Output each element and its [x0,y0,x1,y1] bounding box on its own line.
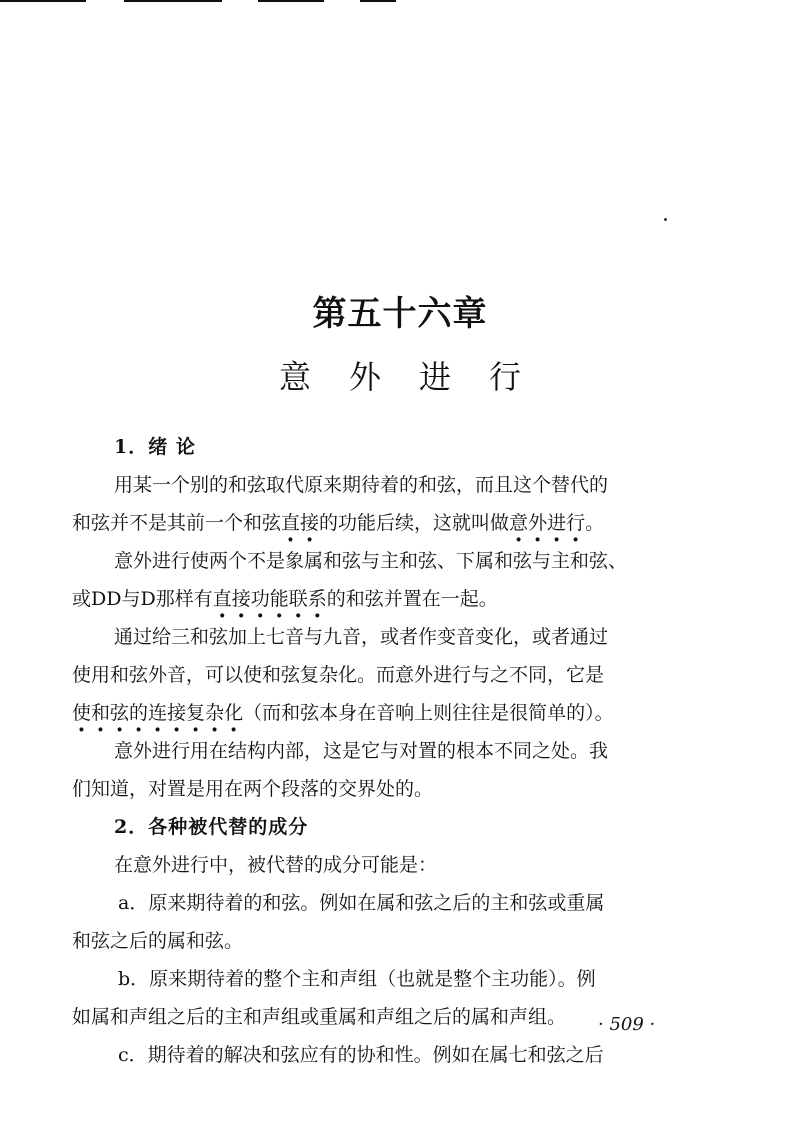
emphasis-character: 行 [566,512,586,534]
item-a-line-2: 和弦之后的属和弦。 [72,930,244,952]
chapter-subtitle: 意外进行 [278,358,559,396]
text-run: 的和弦并置在一起。 [326,588,498,610]
emphasis-character: 功 [250,588,270,610]
emphasis-deceptive-progression [509,512,585,534]
text-run: （而和弦本身在音响上则往往是很简单的）。 [243,702,614,724]
emphasis-character: 联 [288,588,308,610]
paragraph-4-line-2: 们知道，对置是用在两个段落的交界处的。 [72,778,434,800]
section-2-intro: 在意外进行中，被代替的成分可能是： [114,854,438,876]
emphasis-character: 的 [129,702,149,724]
emphasis-character: 接 [300,512,320,534]
text-run: 。 [585,512,605,534]
scan-speck [664,218,667,221]
paragraph-2-line-2 [72,580,682,618]
scan-top-line-4 [360,0,396,2]
scan-top-line-3 [258,0,324,2]
text-run: 的功能后续，这就叫做 [319,512,510,534]
scan-top-line-1 [0,0,86,2]
item-c-line-1: c．期待着的解决和弦应有的协和性。例如在属七和弦之后 [118,1044,604,1066]
text-run: 或DD与D那样有 [72,588,213,610]
text-run: 和弦并不是其前一个和弦 [72,512,282,534]
emphasis-character: 接 [231,588,251,610]
emphasis-character: 复 [186,702,206,724]
emphasis-character: 和 [91,702,111,724]
page-number: · 509 · [598,1014,656,1035]
page-body [72,428,682,1074]
emphasis-character: 杂 [205,702,225,724]
chapter-title: 第五十六章 [312,294,488,334]
emphasis-character: 直 [281,512,301,534]
emphasis-complicate-connection [72,702,243,724]
paragraph-4-line-1: 意外进行用在结构内部，这是它与对置的根本不同之处。我 [114,740,609,762]
emphasis-character: 使 [72,702,92,724]
paragraph-3-line-3 [72,694,682,732]
emphasis-character: 能 [269,588,289,610]
paragraph-1-line-2 [72,504,682,542]
emphasis-character: 连 [148,702,168,724]
emphasis-character: 意 [509,512,529,534]
scan-top-line-2 [124,0,222,2]
paragraph-3-line-2: 使用和弦外音，可以使和弦复杂化。而意外进行与之不同，它是 [72,664,605,686]
section-heading-replaced-elements: 2．各种被代替的成分 [114,816,309,838]
emphasis-character: 直 [212,588,232,610]
paragraph-2-line-1: 意外进行使两个不是象属和弦与主和弦、下属和弦与主和弦、 [114,550,628,572]
emphasis-direct-functional-relation [213,588,327,610]
emphasis-character: 接 [167,702,187,724]
emphasis-character: 化 [224,702,244,724]
section-heading-introduction: 1．绪 论 [114,436,196,458]
emphasis-character: 进 [547,512,567,534]
item-b-line-1: b．原来期待着的整个主和声组（也就是整个主功能）。例 [118,968,596,990]
emphasis-character: 外 [528,512,548,534]
emphasis-character: 弦 [110,702,130,724]
emphasis-character: 系 [307,588,327,610]
emphasis-direct [281,512,319,534]
paragraph-1-line-1: 用某一个别的和弦取代原来期待着的和弦，而且这个替代的 [114,474,609,496]
item-a-line-1: a．原来期待着的和弦。例如在属和弦之后的主和弦或重属 [118,892,605,914]
item-b-line-2: 如属和声组之后的主和声组或重属和声组之后的属和声组。 [72,1006,567,1028]
paragraph-3-line-1: 通过给三和弦加上七音与九音，或者作变音变化，或者通过 [114,626,609,648]
